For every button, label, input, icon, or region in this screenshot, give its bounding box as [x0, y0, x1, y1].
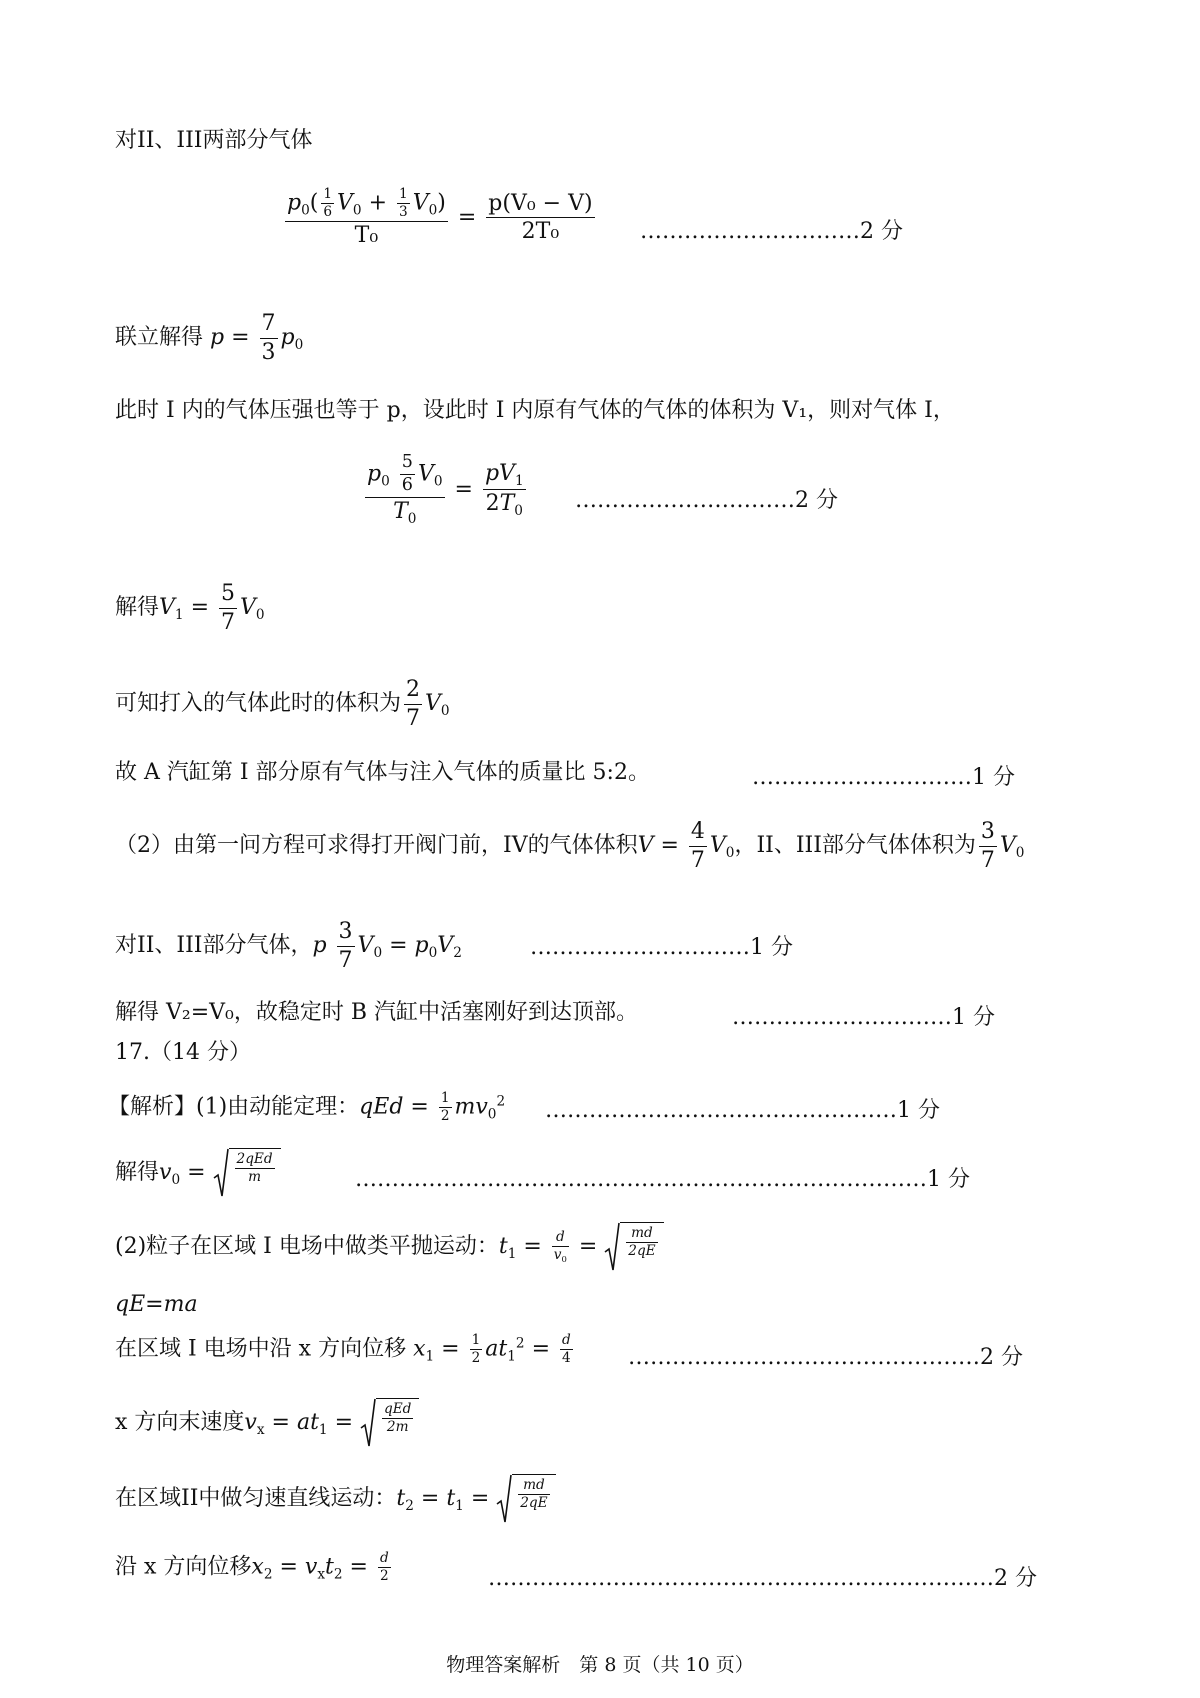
equation-solve-p: 联立解得 p = $\frac{7}{3}$ $p_0$	[115, 311, 304, 365]
equation-1: $p_0$( $\frac{1}{6}$ $V_0$ + $\frac{1}{3}$ $V_0$) T₀ = $\frac{\text{p(V₀ − V)}}{\text{2T₀}}$	[287, 186, 593, 249]
score-points: …………………………1 分	[752, 765, 1015, 790]
text-line-volume: 可知打入的气体此时的体积为 $\frac{2}{7}$ $V_0$	[115, 677, 450, 731]
question-heading: 17.（14 分）	[115, 1040, 251, 1065]
score-points: …………………………1 分	[530, 935, 793, 960]
equation-boyle: 对II、III部分气体，p $\frac{3}{7}$ $V_0 = p_0V_2$	[115, 919, 462, 973]
equation-x1: 在区域 I 电场中沿 x 方向位移 $x_1$ = $\frac{1}{2}$ $at_1^2$ = $\frac{d}{4}$	[115, 1332, 571, 1367]
text-line: 对II、III两部分气体	[115, 128, 313, 153]
equation-t2: 在区域II中做匀速直线运动：$t_2 = t_1$ = $\frac{md}{2qE}$	[115, 1474, 556, 1524]
equation-kinetic-energy: 【解析】(1)由动能定理：qEd = $\frac{1}{2}$ $mv_0^2$	[108, 1090, 506, 1125]
score-points: ……………………………………………………………………1 分	[355, 1167, 970, 1192]
equation-t1: (2)粒子在区域 I 电场中做类平抛运动：$t_1$ = $\frac{d}{v_0}$ = $\frac{md}{2qE}$	[115, 1222, 664, 1272]
equation-2: $p_0$ $\frac{5}{6}$ $V_0$ $T_0$ = $\frac{pV_1}{2T_0}$	[367, 452, 524, 527]
equation-solve-v1: 解得$V_1$ = $\frac{5}{7}$ $V_0$	[115, 581, 265, 635]
score-points: …………………………………………1 分	[545, 1098, 940, 1123]
score-points: …………………………2 分	[575, 488, 838, 513]
text-line: 此时 I 内的气体压强也等于 p，设此时 I 内原有气体的气体的体积为 V₁，则对气体 I，	[115, 398, 955, 423]
score-points: …………………………2 分	[640, 219, 903, 244]
page-footer: 物理答案解析 第 8 页（共 10 页）	[446, 1654, 754, 1676]
text-line: 故 A 汽缸第 I 部分原有气体与注入气体的质量比 5:2。	[115, 760, 650, 785]
equation-x2: 沿 x 方向位移$x_2 = v_xt_2$ = $\frac{d}{2}$	[115, 1550, 389, 1585]
text-line: 解得 V₂=V₀，故稳定时 B 汽缸中活塞刚好到达顶部。	[115, 1000, 638, 1025]
equation-vx: x 方向末速度$v_x = at_1$ = $\frac{\text{qEd}}{2m}$	[115, 1398, 419, 1448]
score-points: …………………………1 分	[732, 1005, 995, 1030]
score-points: ……………………………………………………………2 分	[488, 1566, 1037, 1591]
equation-newton: qE=ma	[115, 1292, 198, 1317]
equation-v0: 解得$v_0$ = $\frac{\text{2qEd}}{m}$	[115, 1148, 281, 1198]
score-points: …………………………………………2 分	[628, 1345, 1023, 1370]
text-line-part2: （2）由第一问方程可求得打开阀门前，IV的气体体积V = $\frac{4}{7}$ $V_0$，II、III部分气体体积为 $\frac{3}{7}$ $V_0$	[115, 819, 1025, 873]
